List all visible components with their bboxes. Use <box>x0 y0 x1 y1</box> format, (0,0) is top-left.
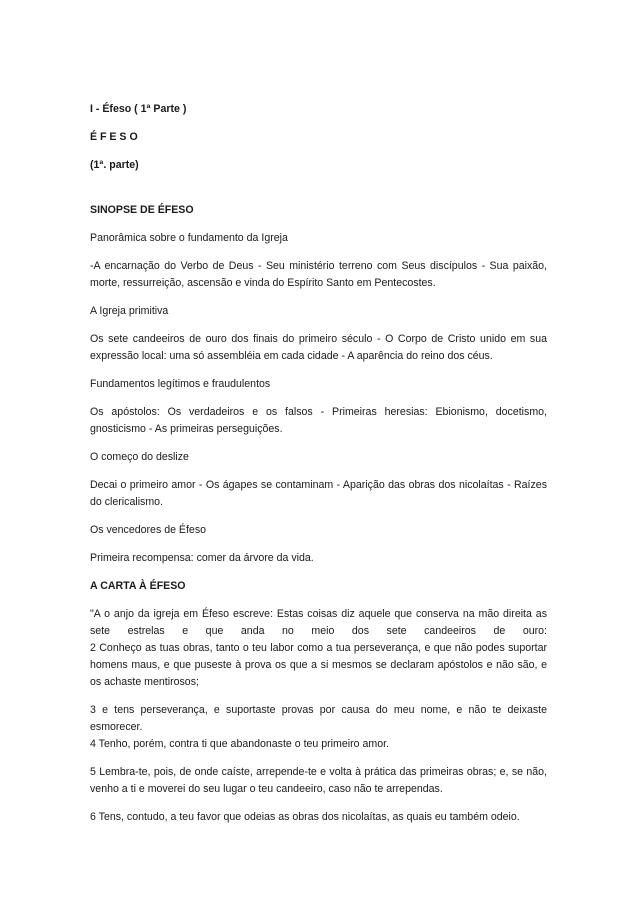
synopsis-heading: SINOPSE DE ÉFESO <box>90 204 194 216</box>
verse-3: 3 e tens perseverança, e suportaste provas por causa do meu nome, e não te deixaste esmorecer. <box>90 704 547 733</box>
letter-paragraph-1 <box>90 606 547 691</box>
document-body <box>90 101 547 837</box>
topic-title: Panorâmica sobre o fundamento da Igreja <box>90 232 288 244</box>
topic-text: Primeira recompensa: comer da árvore da vida. <box>90 552 314 564</box>
letter-heading: A CARTA À ÉFESO <box>90 580 186 592</box>
verse-2: 2 Conheço as tuas obras, tanto o teu labor como a tua perseverança, e que não podes suportar homens maus, e que puseste à prova os que a si mesmos se declaram apóstolos e não são, e os achaste mentirosos; <box>90 642 547 688</box>
topic-title: O começo do deslize <box>90 451 189 463</box>
verse-5: 5 Lembra-te, pois, de onde caíste, arrepende-te e volta à prática das primeiras obras; e, se não, venho a ti e moverei do seu lugar o teu candeeiro, caso não te arrependas. <box>90 766 547 795</box>
topic-text: Os apóstolos: Os verdadeiros e os falsos - Primeiras heresias: Ebionismo, docetismo, gnosticismo - As primeiras perseguições. <box>90 406 547 435</box>
topic-title: Fundamentos legítimos e fraudulentos <box>90 378 271 390</box>
topic-text: Os sete candeeiros de ouro dos finais do primeiro século - O Corpo de Cristo unido em sua expressão local: uma só assembléia em cada cidade - A aparência do reino dos céus. <box>90 333 547 362</box>
topic-title: Os vencedores de Éfeso <box>90 524 207 536</box>
verse-4: 4 Tenho, porém, contra ti que abandonaste o teu primeiro amor. <box>90 738 389 750</box>
topic-text: Decai o primeiro amor - Os ágapes se contaminam - Aparição das obras dos nicolaítas - Raízes do clericalismo. <box>90 479 547 508</box>
document-title: É F E S O <box>90 131 138 143</box>
verse-1: "A o anjo da igreja em Éfeso escreve: Estas coisas diz aquele que conserva na mão direita as sete estrelas e que anda no meio dos sete candeeiros de ouro: <box>90 608 547 637</box>
document-subtitle: (1ª. parte) <box>90 159 139 171</box>
topic-title: A Igreja primitiva <box>90 305 169 317</box>
verse-6: 6 Tens, contudo, a teu favor que odeias as obras dos nicolaítas, as quais eu também odeio. <box>90 811 520 823</box>
heading-line: I - Éfeso ( 1ª Parte ) <box>90 103 187 115</box>
topic-text: -A encarnação do Verbo de Deus - Seu ministério terreno com Seus discípulos - Sua paixão, morte, ressurreição, ascensão e vinda do Espírito Santo em Pentecostes. <box>90 260 547 289</box>
letter-paragraph-2 <box>90 702 547 753</box>
